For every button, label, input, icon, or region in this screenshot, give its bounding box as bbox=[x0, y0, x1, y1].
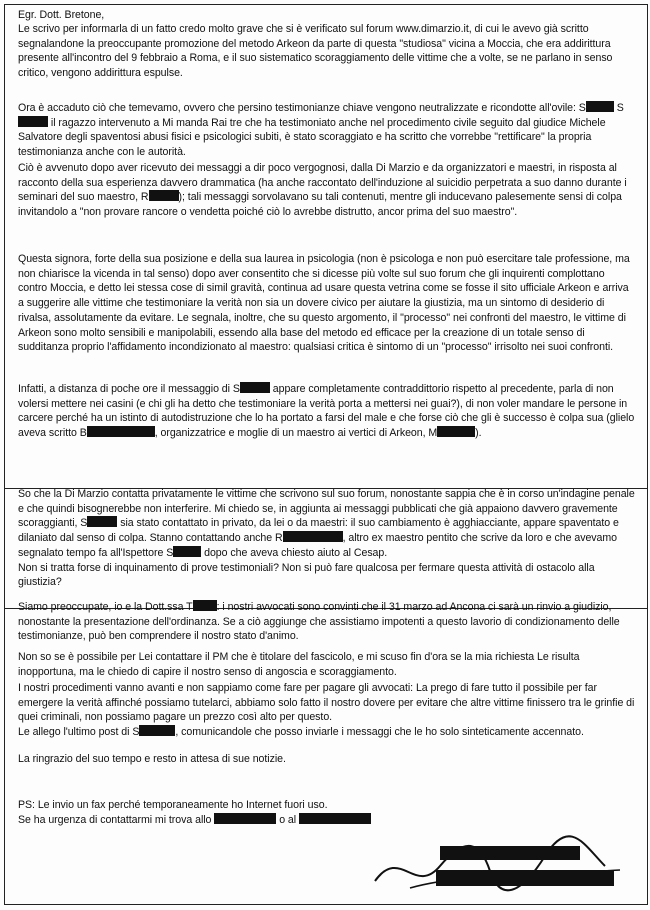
redaction bbox=[173, 546, 201, 557]
paragraph-1: Le scrivo per informarla di un fatto credo molto grave che si è verificato sul forum www.dimarzio.it, di cui le avevo già scritto segnalandone la preoccupante promozione del metodo Arkeon da parte di questa "studiosa" vicina a Moccia, che era addirittura presente all'incontro del 9 febbraio a Roma, e il suo sistematico scoraggiamento delle vittime che a volte, se ne parlano in senso critico, vengono addirittura espulse. bbox=[18, 23, 613, 80]
paragraph-4: Questa signora, forte della sua posizione e della sua laurea in psicologia (non è psicologa e non può esercitare tale professione, ma non chiarisce la vicenda in tal senso) dopo aver consentito che si dicesse più volte sul suo forum che gli inquirenti complottano contro Moccia, e detto lei stessa cose di simil gravità, continua ad usare questa vetrina come se fosse il sito ufficiale Arkeon e arriva a suggerire alle vittime che testimoniare la verità non sia un dovere civico per aiutare la giustizia, ma un sintomo di desiderio di rivalsa, assolutamente da evitare. Le segnala, inoltre, che su questo argomento, il "processo" nei confronti del maestro, le vittime di Arkeon sono molto sensibili e manipolabili, essendo alla base del metodo ed efficace per la creazione di un totale senso di sudditanza proprio l'affidamento incondizionato al maestro: qualsiasi critica è sintomo di un "processo" irrisolto nei suoi confronti. bbox=[18, 253, 630, 354]
redaction bbox=[214, 813, 276, 824]
paragraph-3: Ciò è avvenuto dopo aver ricevuto dei messaggi a dir poco vergognosi, dalla Di Marzio e da organizzatori e maestri, in risposta al racconto della sua esperienza davvero drammatica (ha anche raccontato dell'induzione al suicidio perpetrata a suo danno durante i seminari del suo maestro, R ); tali messaggi sorvolavano su tali contenuti, mentre gli inducevano palesemente sensi di colpa invitandolo a "non provare rancore o vendetta poiché ciò lo avrebbe distrutto, ancor prima del suo maestro". bbox=[18, 162, 627, 219]
redaction bbox=[586, 101, 614, 112]
postscript: PS: Le invio un fax perché temporaneamente ho Internet fuori uso. Se ha urgenza di contattarmi mi trova allo o al bbox=[18, 798, 636, 827]
greeting: Egr. Dott. Bretone, bbox=[18, 9, 105, 21]
closing: La ringrazio del suo tempo e resto in attesa di sue notizie. bbox=[18, 753, 286, 765]
paragraph-2: Ora è accaduto ciò che temevamo, ovvero che persino testimonianze chiave vengono neutralizzate e ricondotte all'ovile: S S il ragazzo intervenuto a Mi manda Rai tre che ha testimoniato anche nel procedimento civile seguito dal giudice Michele Salvatore degli spaventosi abusi fisici e psicologici subiti, è stato scoraggiato e ha scritto che vorrebbe "rettificare" la propria testimonianza anche con le autorità. bbox=[18, 102, 624, 159]
redaction bbox=[87, 426, 155, 437]
redaction bbox=[299, 813, 371, 824]
redaction bbox=[283, 531, 343, 542]
paragraph-5: Infatti, a distanza di poche ore il messaggio di S appare completamente contraddittorio rispetto al precedente, parla di non volersi mettere nei casini (e chi gli ha detto che testimoniare la verità porta a mettersi nei guai?), di non voler mandare le persone in carcere perché ha un istinto di autodistruzione che lo ha portato a farsi del male e che forse ciò che gli è successo è colpa sua (glielo aveva scritto B , organizzatrice e moglie di un maestro ai vertici di Arkeon, M ). bbox=[18, 383, 635, 440]
redaction bbox=[87, 516, 117, 527]
paragraph-6: So che la Di Marzio contatta privatamente le vittime che scrivono sul suo forum, nonostante sappia che è in corso un'indagine penale e che quindi bisognerebbe non interferire. Mi chiedo se, in aggiunta ai messaggi pubblicati che già appaiono davvero gravemente scoraggianti, S sia stato contattato in privato, da lei o da maestri: il suo cambiamento è agghiacciante, appare spaventato e dilaniato dal senso di colpa. Stanno contattando anche R , altro ex maestro pentito che scrive da loro e che avevamo segnalato tempo fa all'Ispettore S dopo che aveva chiesto aiuto al Cesap. Non si tratta forse di inquinamento di prove testimoniali? Non si può fare qualcosa per fermare questa attività di ostacolo alla giustizia? bbox=[18, 488, 635, 589]
redaction bbox=[149, 190, 179, 201]
paragraph-8: Non so se è possibile per Lei contattare il PM che è titolare del fascicolo, e mi scuso fin d'ora se la mia richiesta Le risulta inopportuna, ma le chiedo di capire il nostro senso di angoscia e scoraggiamento. bbox=[18, 651, 580, 678]
redaction bbox=[193, 600, 217, 611]
paragraph-9: I nostri procedimenti vanno avanti e non sappiamo come fare per pagare gli avvocati: La prego di fare tutto il possibile per far emergere la verità affinché possiamo tutelarci, abbiamo solo fatto il nostro dovere per evitare che altre vittime finissero tra le grinfie di quei criminali, non possiamo pagare un prezzo così alto per questo. Le allego l'ultimo post di S , comunicandole che posso inviarle i messaggi che le ho solo sinteticamente accennato. bbox=[18, 682, 635, 739]
redaction bbox=[18, 116, 48, 127]
redaction bbox=[139, 725, 175, 736]
redaction bbox=[240, 382, 270, 393]
signature bbox=[370, 826, 630, 906]
paragraph-7: Siamo preoccupate, io e la Dott.ssa T : i nostri avvocati sono convinti che il 31 marzo ad Ancona ci sarà un rinvio a giudizio, nonostante la presentazione dell'ordinanza. Se a ciò aggiunge che assistiamo impotenti a questo lavorio di condizionamento delle testimonianze, può ben comprendere il nostro stato d'animo. bbox=[18, 601, 620, 643]
redaction bbox=[437, 426, 475, 437]
